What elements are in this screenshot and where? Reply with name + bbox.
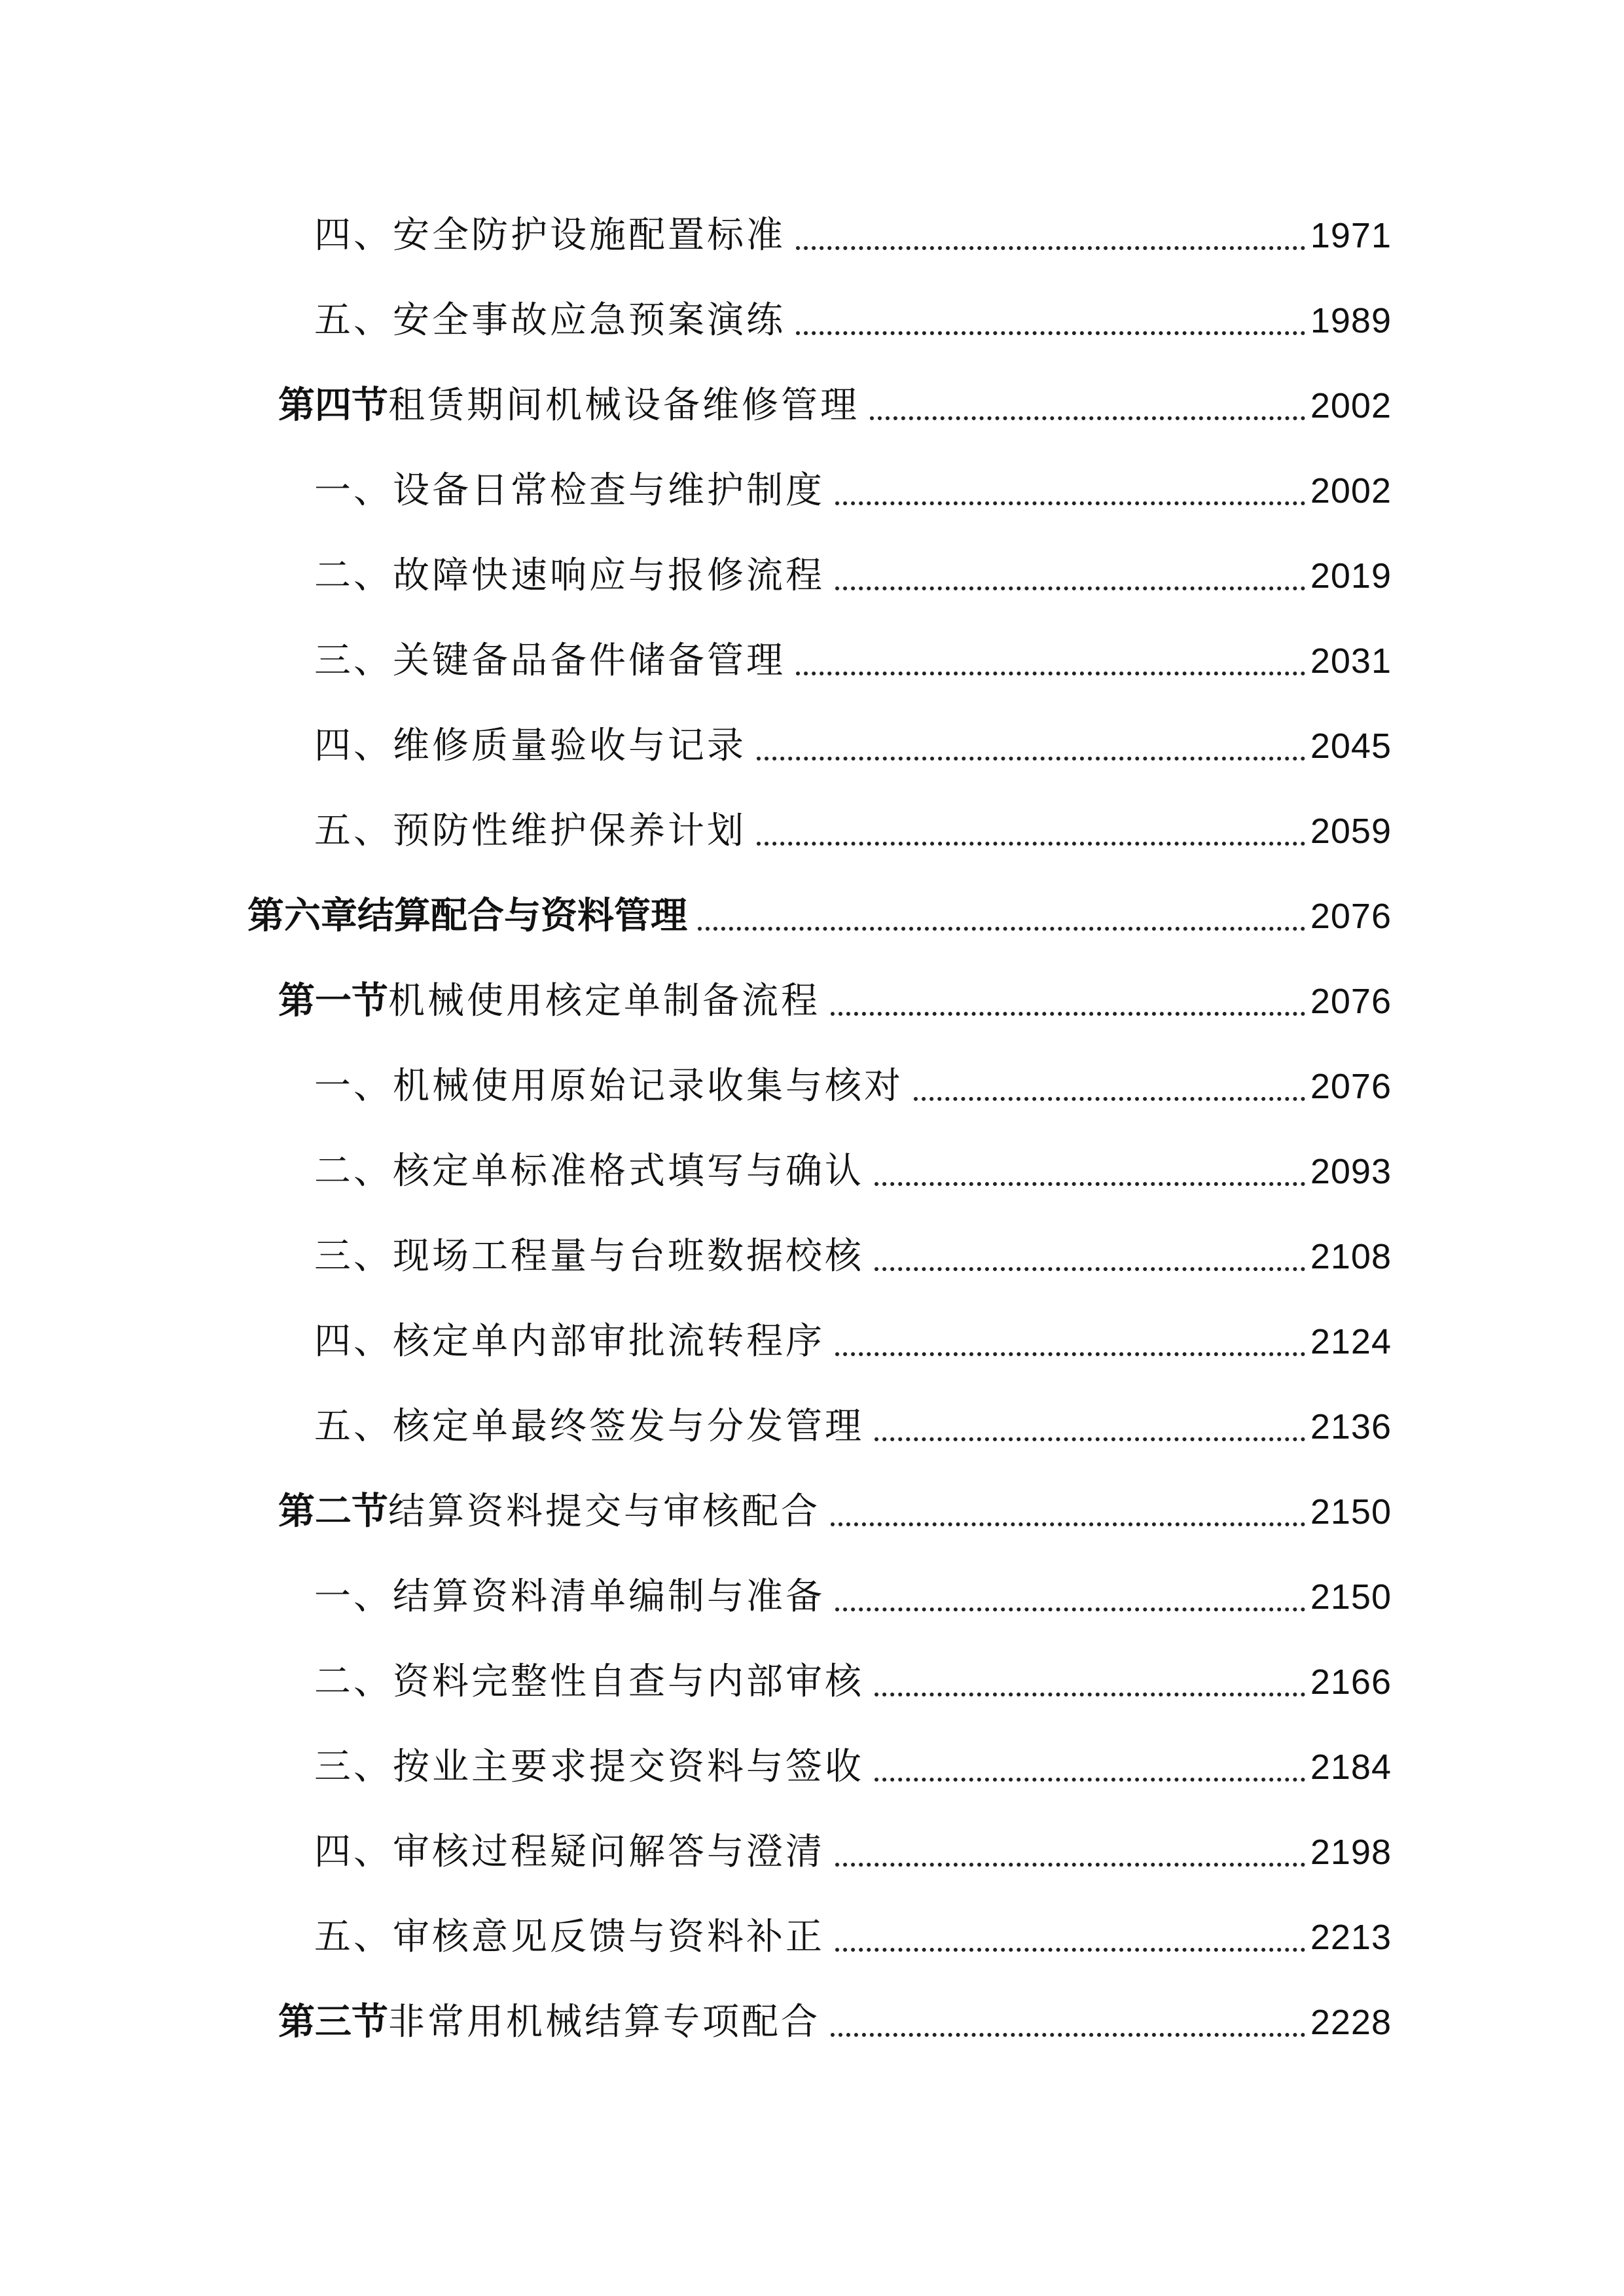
toc-entry-page: 2076: [1310, 897, 1392, 936]
toc-entry-page: 2002: [1310, 471, 1392, 511]
section-title: 结算资料提交与审核配合: [388, 1490, 820, 1533]
toc-chapter-entry[interactable]: [247, 890, 1392, 942]
toc-entry-title: [278, 1486, 820, 1538]
toc-entry-page: 2198: [1310, 1833, 1392, 1872]
toc-section-entry[interactable]: [278, 1486, 1392, 1538]
toc-entry[interactable]: [314, 805, 1392, 857]
toc-entry-page: 2150: [1310, 1492, 1392, 1532]
toc-entry-title: 五、预防性维护保养计划: [314, 810, 746, 852]
toc-entry-page: 1989: [1310, 301, 1392, 340]
toc-entry-title: [278, 380, 859, 432]
toc-entry-page: 2002: [1310, 386, 1392, 425]
toc-entry-page: 2045: [1310, 726, 1392, 766]
dot-leader: [831, 1012, 1305, 1016]
dot-leader: [875, 1693, 1305, 1696]
dot-leader: [914, 1097, 1305, 1101]
toc-section-entry[interactable]: [278, 975, 1392, 1028]
toc-entry-page: 1971: [1310, 216, 1392, 255]
dot-leader: [796, 246, 1305, 250]
toc-entry-page: 2031: [1310, 641, 1392, 681]
toc-entry[interactable]: [314, 1316, 1392, 1368]
dot-leader: [757, 842, 1305, 846]
toc-entry-page: 2108: [1310, 1237, 1392, 1276]
dot-leader: [796, 672, 1305, 675]
toc-entry[interactable]: [314, 1145, 1392, 1198]
toc-entry-title: 四、核定单内部审批流转程序: [314, 1320, 825, 1363]
toc-entry[interactable]: [314, 635, 1392, 687]
toc-entry-title: 二、资料完整性自查与内部审核: [314, 1660, 864, 1703]
toc-entry-page: 2150: [1310, 1577, 1392, 1617]
toc-entry-title: [278, 975, 820, 1028]
toc-entry-title: 三、关键备品备件储备管理: [314, 639, 785, 682]
dot-leader: [835, 1607, 1305, 1611]
toc-entry-page: 2059: [1310, 812, 1392, 851]
dot-leader: [835, 501, 1305, 505]
toc-entry-page: 2136: [1310, 1407, 1392, 1446]
toc-section-entry[interactable]: [278, 1996, 1392, 2049]
dot-leader: [835, 586, 1305, 590]
toc-entry-page: 2076: [1310, 982, 1392, 1021]
toc-section-entry[interactable]: [278, 380, 1392, 432]
dot-leader: [757, 757, 1305, 761]
toc-entry-title: 二、核定单标准格式填写与确认: [314, 1150, 864, 1193]
toc-entry-title: 五、核定单最终签发与分发管理: [314, 1405, 864, 1448]
toc-entry-title: 四、维修质量验收与记录: [314, 725, 746, 767]
chapter-title: 第六章结算配合与资料管理: [247, 895, 687, 937]
toc-entry[interactable]: [314, 720, 1392, 772]
toc-entry-page: 2019: [1310, 556, 1392, 596]
section-title: 租赁期间机械设备维修管理: [388, 384, 859, 427]
toc-entry-title: 四、安全防护设施配置标准: [314, 214, 785, 257]
dot-leader: [870, 416, 1305, 420]
dot-leader: [875, 1267, 1305, 1271]
toc-entry[interactable]: [314, 550, 1392, 602]
section-number: 第二节: [278, 1490, 388, 1533]
toc-entry-title: 四、审核过程疑问解答与澄清: [314, 1831, 825, 1873]
toc-entry-page: 2228: [1310, 2003, 1392, 2042]
toc-entry-title: 一、设备日常检查与维护制度: [314, 469, 825, 512]
toc-entry-title: 二、故障快速响应与报修流程: [314, 554, 825, 597]
toc-entry-page: 2213: [1310, 1918, 1392, 1957]
dot-leader: [835, 1863, 1305, 1867]
dot-leader: [875, 1437, 1305, 1441]
toc-entry-title: 五、安全事故应急预案演练: [314, 299, 785, 342]
dot-leader: [698, 927, 1305, 931]
toc-entry-page: 2076: [1310, 1067, 1392, 1106]
toc-entry[interactable]: [314, 295, 1392, 347]
toc-entry[interactable]: [314, 1656, 1392, 1708]
toc-entry-page: 2093: [1310, 1152, 1392, 1191]
dot-leader: [875, 1778, 1305, 1782]
section-title: 机械使用核定单制备流程: [388, 980, 820, 1022]
toc-entry[interactable]: [314, 209, 1392, 262]
toc-entry-title: 五、审核意见反馈与资料补正: [314, 1916, 825, 1958]
section-number: 第三节: [278, 2001, 388, 2043]
toc-entry[interactable]: [314, 465, 1392, 517]
toc-entry-title: 一、结算资料清单编制与准备: [314, 1575, 825, 1618]
dot-leader: [835, 1352, 1305, 1356]
section-title: 非常用机械结算专项配合: [388, 2001, 820, 2043]
dot-leader: [796, 331, 1305, 335]
dot-leader: [835, 1948, 1305, 1952]
toc-entry-page: 2184: [1310, 1748, 1392, 1787]
toc-entry[interactable]: [314, 1230, 1392, 1283]
toc-entry[interactable]: [314, 1911, 1392, 1964]
toc-entry[interactable]: [314, 1571, 1392, 1623]
toc-entry-title: 一、机械使用原始记录收集与核对: [314, 1065, 903, 1107]
dot-leader: [831, 1522, 1305, 1526]
toc-entry-page: 2124: [1310, 1322, 1392, 1361]
dot-leader: [831, 2033, 1305, 2037]
toc-entry-page: 2166: [1310, 1662, 1392, 1702]
toc-entry-title: 三、现场工程量与台班数据校核: [314, 1235, 864, 1278]
toc-entry[interactable]: [314, 1060, 1392, 1113]
toc-entry-title: [278, 1996, 820, 2049]
toc-entry[interactable]: [314, 1826, 1392, 1878]
section-number: 第一节: [278, 980, 388, 1022]
toc-entry-title: 三、按业主要求提交资料与签收: [314, 1746, 864, 1788]
dot-leader: [875, 1182, 1305, 1186]
toc-entry[interactable]: [314, 1401, 1392, 1453]
section-number: 第四节: [278, 384, 388, 427]
toc-entry[interactable]: [314, 1741, 1392, 1793]
